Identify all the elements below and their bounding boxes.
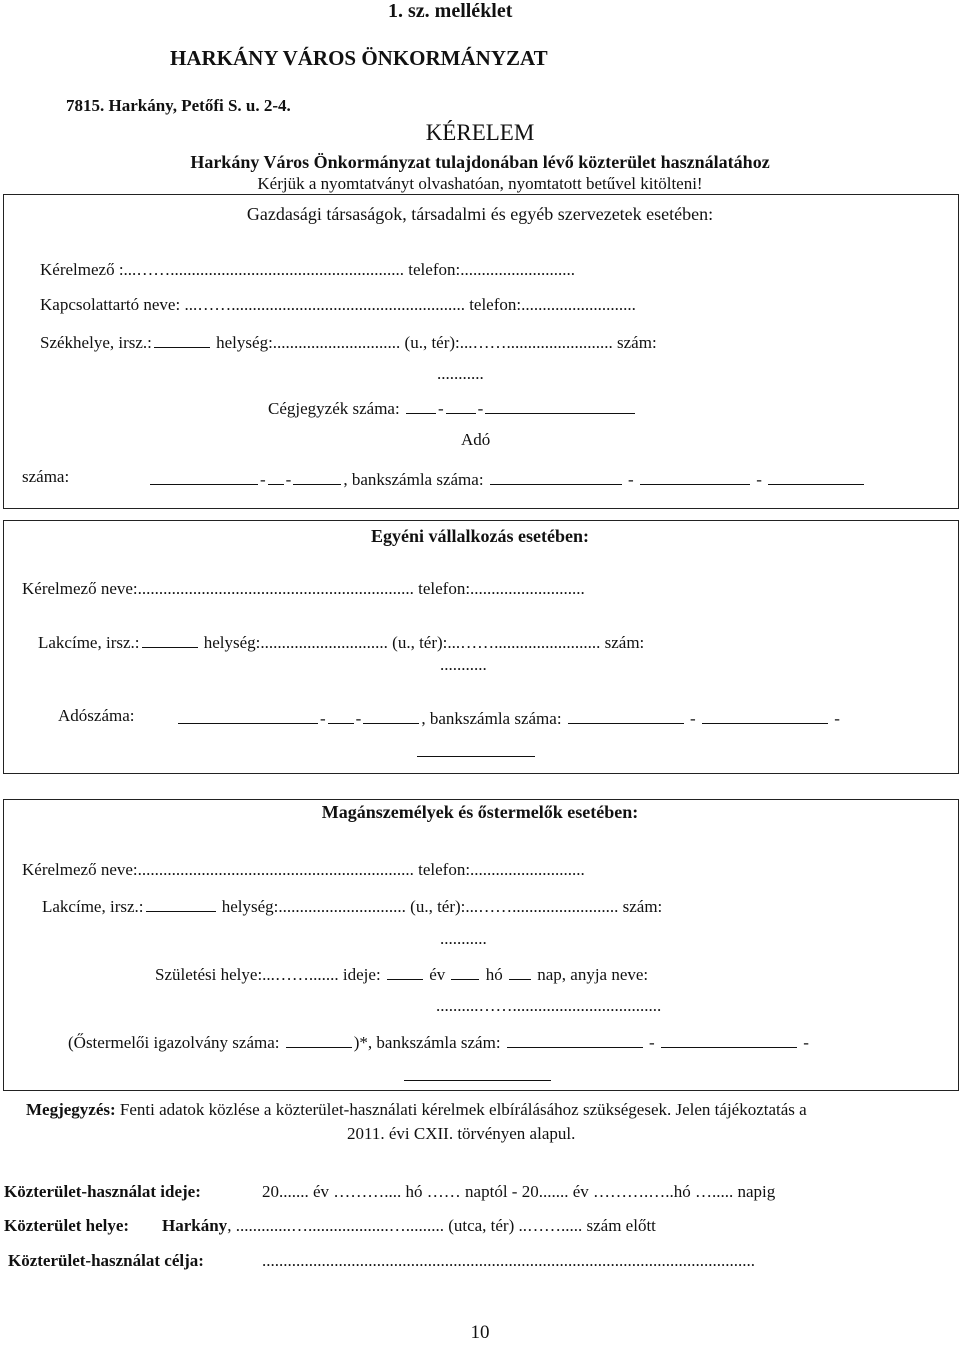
tax-label: Adó	[461, 430, 491, 449]
birth-label: Születési helye:...……....... ideje:	[155, 965, 381, 984]
note-text: Fenti adatok közlése a közterület-használati kérelmek elbírálásához szükségesek. Jelen tájékoztatás a	[115, 1100, 807, 1119]
seat-rest: helység:.............................. (u., tér):...……......................... szám:	[216, 333, 657, 352]
page-title: KÉRELEM	[425, 120, 535, 145]
usage-place-label: Közterület helye:	[4, 1216, 130, 1235]
tax-and-bank-field[interactable]: - - , bankszámla száma: - -	[148, 467, 866, 490]
private-address-rest: helység:.............................. (u., tér):...……......................... szám:	[221, 897, 663, 916]
sole-bank-line	[417, 756, 535, 757]
page-subtitle: Harkány Város Önkormányzat tulajdonában lévő közterület használatához	[190, 152, 770, 172]
sole-address-field[interactable]	[38, 630, 644, 653]
usage-place-field[interactable]	[162, 1216, 656, 1236]
sole-address-rest: helység:.............................. (u., tér):...……......................... szám:	[203, 633, 645, 652]
sole-bank-label: , bankszámla száma:	[421, 709, 562, 728]
producer-label: (Őstermelői igazolvány száma:	[68, 1033, 280, 1052]
organization-name: HARKÁNY VÁROS ÖNKORMÁNYZAT	[170, 46, 548, 70]
note-label: Megjegyzés:	[26, 1100, 116, 1119]
tax-number-label: száma:	[22, 467, 70, 486]
private-applicant-field[interactable]: Kérelmező neve:................................................................. telefon:...........................	[22, 860, 585, 879]
page-number: 10	[470, 1322, 490, 1343]
fill-instruction: Kérjük a nyomtatványt olvashatóan, nyomtatott betűvel kitölteni!	[257, 174, 703, 193]
private-address-number: ...........	[440, 929, 487, 948]
usage-place-rest: , .............…...................…......... (utca, tér) ..……..... szám előtt	[227, 1216, 656, 1235]
usage-time-field[interactable]: 20....... év ……….... hó …… naptól - 20....... év ……….…..hó …..... napig	[262, 1182, 776, 1201]
private-address-field[interactable]	[42, 894, 662, 917]
organization-address: 7815. Harkány, Petőfi S. u. 2-4.	[66, 96, 291, 115]
company-reg-field[interactable]: Cégjegyzék száma: - -	[268, 396, 637, 419]
contact-person-field[interactable]: Kapcsolattartó neve: ...……....................................................... telefon:...........................	[40, 295, 636, 314]
seat-field[interactable]	[40, 330, 657, 353]
producer-field[interactable]: (Őstermelői igazolvány száma: )*, bankszámla szám: - -	[68, 1030, 809, 1053]
note	[26, 1100, 807, 1120]
seat-number: ...........	[437, 364, 484, 383]
applicant-field[interactable]: Kérelmező :...……....................................................... telefon:...........................	[40, 260, 575, 279]
sole-tax-label: Adószáma:	[58, 706, 135, 725]
seat-label: Székhelye, irsz.:	[40, 333, 152, 352]
private-bank-line	[404, 1080, 551, 1081]
note-text-2: 2011. évi CXII. törvényen alapul.	[347, 1124, 576, 1143]
sole-tax-bank-field[interactable]: - - , bankszámla száma: - -	[176, 706, 840, 729]
section-sole-trader-heading: Egyéni vállalkozás esetében:	[371, 526, 589, 546]
birth-field[interactable]: Születési helye:...……....... ideje: év hó nap, anyja neve:	[155, 962, 648, 985]
usage-place-city: Harkány	[162, 1216, 228, 1235]
bank-label: , bankszámla száma:	[343, 470, 484, 489]
sole-address-number: ...........	[440, 655, 487, 674]
sole-applicant-field[interactable]: Kérelmező neve:................................................................. telefon:...........................	[22, 579, 585, 598]
usage-time-label: Közterület-használat ideje:	[4, 1182, 201, 1201]
usage-purpose-field[interactable]: ....................................................................................................................	[262, 1251, 755, 1270]
mother-name-continued: ..........……...................................	[436, 996, 662, 1015]
company-reg-label: Cégjegyzék száma:	[268, 399, 400, 418]
annex-label: 1. sz. melléklet	[388, 0, 513, 22]
producer-rest: )*, bankszámla szám:	[353, 1033, 501, 1052]
usage-purpose-label: Közterület-használat célja:	[8, 1251, 204, 1270]
section-companies-heading: Gazdasági társaságok, társadalmi és egyéb szervezetek esetében:	[246, 204, 714, 224]
section-private-heading: Magánszemélyek és őstermelők esetében:	[321, 802, 639, 822]
sole-address-label: Lakcíme, irsz.:	[38, 633, 140, 652]
private-address-label: Lakcíme, irsz.:	[42, 897, 144, 916]
